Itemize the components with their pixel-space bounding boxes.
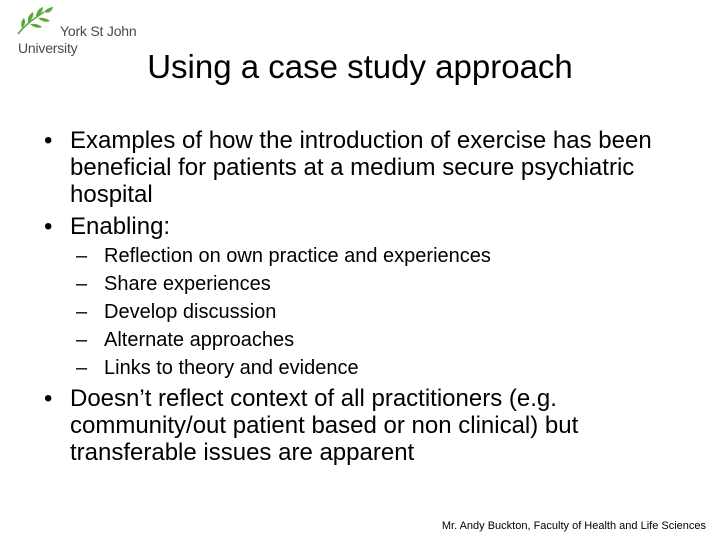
sub-bullet-text: Reflection on own practice and experiences bbox=[104, 245, 491, 267]
bullet-text: Doesn’t reflect context of all practitioners (e.g. community/out patient based or non clinical) but transferable issues are apparent bbox=[70, 385, 579, 466]
bullet-dot-icon: • bbox=[44, 213, 53, 240]
dash-icon: – bbox=[76, 273, 88, 295]
sub-bullet-item bbox=[76, 356, 694, 380]
bullet-dot-icon: • bbox=[44, 127, 53, 154]
slide-title: Using a case study approach bbox=[147, 48, 573, 85]
bullet-text: Examples of how the introduction of exercise has been beneficial for patients at a medium secure psychiatric hospital bbox=[70, 127, 652, 208]
logo-text-line2: University bbox=[18, 40, 78, 56]
bullet-text: Enabling: bbox=[70, 213, 171, 240]
dash-icon: – bbox=[76, 329, 88, 351]
dash-icon: – bbox=[76, 301, 88, 323]
bullet-list bbox=[44, 127, 694, 466]
slide-content bbox=[44, 127, 694, 471]
sub-bullet-text: Alternate approaches bbox=[104, 329, 295, 351]
bullet-item-context bbox=[44, 385, 694, 466]
sub-bullet-item bbox=[76, 300, 694, 324]
sub-bullet-item bbox=[76, 272, 694, 296]
leaf-sprig-icon bbox=[14, 6, 54, 36]
bullet-dot-icon: • bbox=[44, 385, 53, 412]
sub-bullet-text: Develop discussion bbox=[104, 301, 277, 323]
slide-footer: Mr. Andy Buckton, Faculty of Health and Life Sciences bbox=[441, 520, 706, 532]
sub-bullet-text: Share experiences bbox=[104, 273, 271, 295]
dash-icon: – bbox=[76, 245, 88, 267]
logo-text-line1: York St John bbox=[60, 23, 137, 39]
sub-bullet-list bbox=[76, 244, 694, 380]
bullet-item-examples bbox=[44, 127, 694, 208]
bullet-item-enabling bbox=[44, 213, 694, 380]
sub-bullet-item bbox=[76, 328, 694, 352]
sub-bullet-text: Links to theory and evidence bbox=[104, 357, 359, 379]
dash-icon: – bbox=[76, 357, 88, 379]
sub-bullet-item bbox=[76, 244, 694, 268]
